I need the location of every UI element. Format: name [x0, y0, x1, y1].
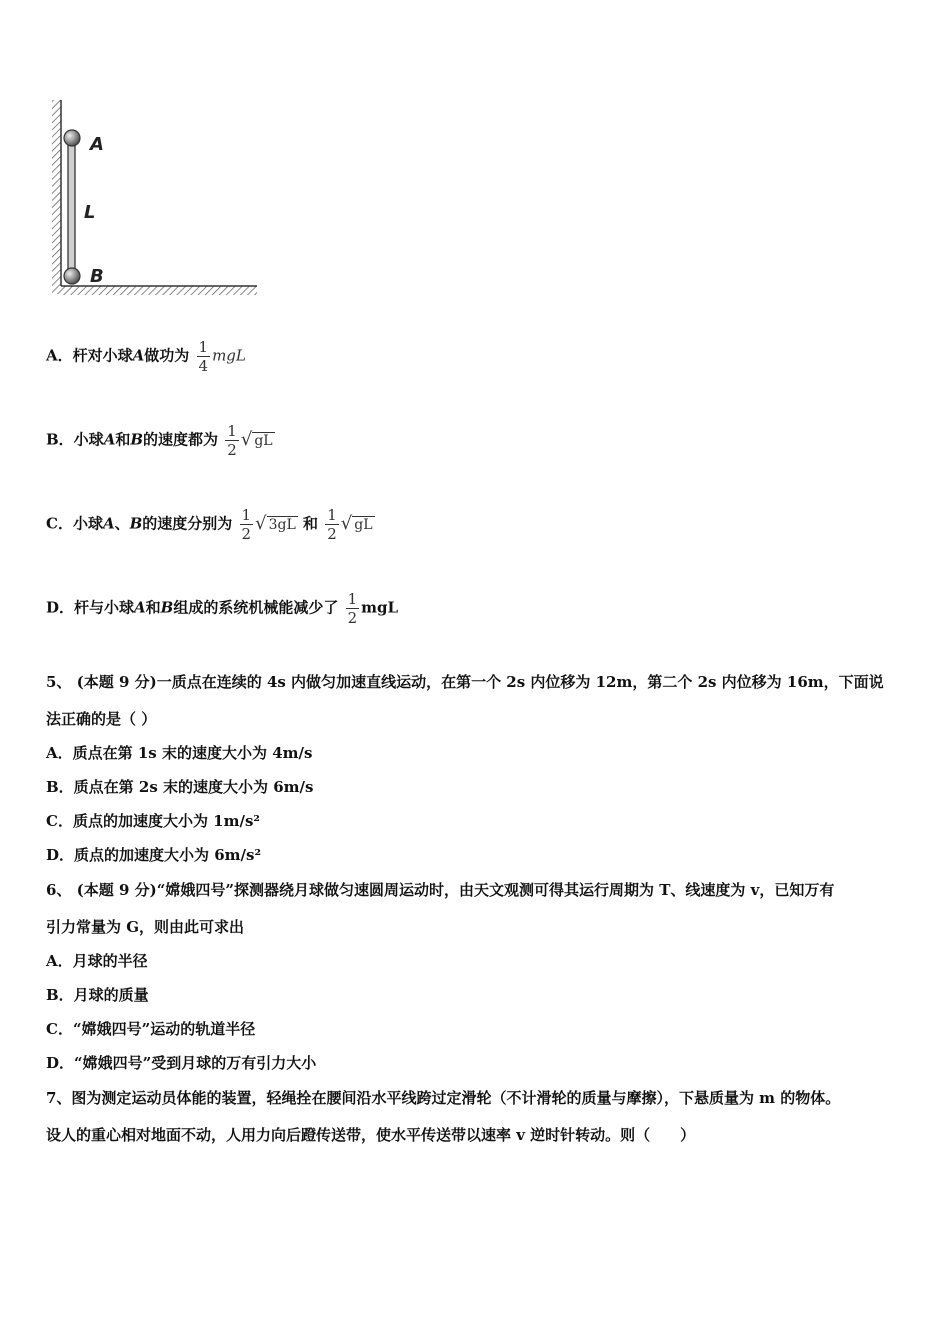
- label-a: A: [90, 134, 104, 155]
- q6-option-c: C．“嫦娥四号”运动的轨道半径: [46, 1020, 256, 1038]
- floor-hatch: [61, 286, 257, 295]
- ball-b: [64, 268, 80, 284]
- ball-a: [64, 130, 80, 146]
- q6-option-b: B．月球的质量: [46, 986, 149, 1004]
- fraction: $\frac{1}{4}$: [198, 338, 209, 375]
- q6-option-d: D．“嫦娥四号”受到月球的万有引力大小: [46, 1054, 317, 1072]
- sqrt: √ gL: [240, 429, 273, 450]
- q6-option-a: A．月球的半径: [46, 952, 148, 970]
- sqrt: √ 3gL: [255, 513, 296, 534]
- fraction: $\frac{1}{2}$: [347, 590, 358, 627]
- wall-hatch: [52, 100, 61, 294]
- q4-option-a: A．杆对小球A做功为 $\frac{1}{4}$ mgL: [46, 338, 246, 375]
- q7-stem-line1: 7、图为测定运动员体能的装置，轻绳拴在腰间沿水平线跨过定滑轮（不计滑轮的质量与摩擦），下悬质量为 m 的物体。: [46, 1089, 841, 1107]
- label-l: L: [84, 202, 96, 223]
- q4-option-b: B．小球A和B的速度都为 $\frac{1}{2}$ √ gL: [46, 422, 273, 459]
- q4-option-c: C．小球A、B的速度分别为 $\frac{1}{2}$ √ 3gL 和 $\frac{1}{2}$ √ gL: [46, 506, 373, 543]
- q6-stem-line1: 6、 (本题 9 分)“嫦娥四号”探测器绕月球做匀速圆周运动时，由天文观测可得其运行周期为 T、线速度为 v，已知万有: [46, 881, 835, 899]
- q5-option-a: A．质点在第 1s 末的速度大小为 4m/s: [46, 744, 313, 762]
- q5-stem-line2: 法正确的是（ ）: [46, 710, 157, 728]
- q7-stem-line2: 设人的重心相对地面不动，人用力向后蹬传送带，使水平传送带以速率 v 逆时针转动。则（ ）: [46, 1126, 696, 1144]
- q5-option-d: D．质点的加速度大小为 6m/s²: [46, 846, 262, 864]
- q6-stem-line2: 引力常量为 G，则由此可求出: [46, 918, 245, 936]
- q5-stem-line1: 5、 (本题 9 分)一质点在连续的 4s 内做匀加速直线运动，在第一个 2s 内位移为 12m，第二个 2s 内位移为 16m，下面说: [46, 673, 884, 691]
- q5-option-c: C．质点的加速度大小为 1m/s²: [46, 812, 260, 830]
- sqrt: √ gL: [340, 513, 373, 534]
- fraction: $\frac{1}{2}$: [227, 422, 237, 459]
- q5-option-b: B．质点在第 2s 末的速度大小为 6m/s: [46, 778, 314, 796]
- q4-option-d: D．杆与小球A和B组成的系统机械能减少了 $\frac{1}{2}$ mgL: [46, 590, 399, 627]
- label-b: B: [90, 266, 104, 287]
- fraction: $\frac{1}{2}$: [241, 506, 252, 543]
- rod-figure: [48, 98, 263, 303]
- rod: [68, 138, 75, 276]
- fraction: $\frac{1}{2}$: [327, 506, 337, 543]
